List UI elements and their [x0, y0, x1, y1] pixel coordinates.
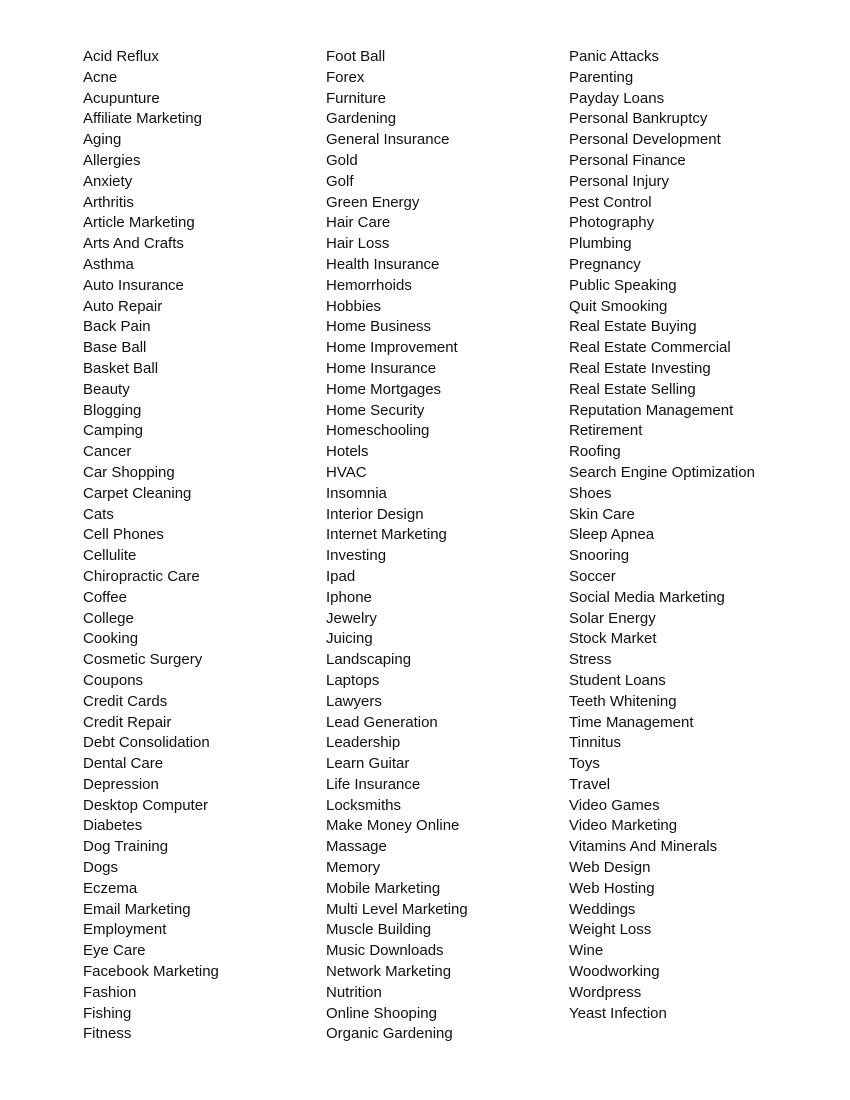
- topic-item: Foot Ball: [326, 48, 386, 65]
- topic-item: Basket Ball: [83, 359, 159, 377]
- topic-item: Furniture: [326, 89, 387, 107]
- topic-item: Investing: [326, 547, 387, 565]
- topic-item: General Insurance: [326, 131, 450, 149]
- topic-item: Make Money Online: [326, 817, 460, 835]
- topic-item: Lead Generation: [326, 713, 438, 731]
- topic-item: Personal Development: [569, 131, 721, 149]
- topic-item: Pregnancy: [569, 255, 641, 273]
- topic-item: Plumbing: [569, 235, 632, 253]
- topic-item: Hobbies: [326, 297, 382, 315]
- topic-item: Real Estate Selling: [569, 380, 696, 398]
- topic-item: Auto Repair: [83, 297, 163, 315]
- topic-item: Internet Marketing: [326, 526, 447, 544]
- topic-item: Photography: [569, 214, 655, 232]
- topic-item: Video Games: [569, 796, 660, 814]
- topic-item: Back Pain: [83, 318, 151, 336]
- topic-item: Cell Phones: [83, 526, 164, 544]
- topic-item: Public Speaking: [569, 276, 677, 294]
- topic-item: Tinnitus: [569, 734, 621, 752]
- topic-item: Jewelry: [326, 609, 377, 627]
- topic-item: Golf: [326, 172, 354, 190]
- topic-column-2: [326, 47, 468, 1045]
- topic-item: Hemorrhoids: [326, 276, 412, 294]
- topic-item: Video Marketing: [569, 817, 678, 835]
- topic-item: Asthma: [83, 255, 134, 273]
- topic-item: Personal Bankruptcy: [569, 110, 708, 128]
- topic-item: Arts And Crafts: [83, 235, 184, 253]
- topic-column-1: [83, 47, 219, 1045]
- topic-item: Roofing: [569, 443, 621, 461]
- topic-item: Credit Repair: [83, 713, 172, 731]
- topic-item: Fishing: [83, 1004, 132, 1022]
- topic-item: Credit Cards: [83, 692, 168, 710]
- topic-item: Web Hosting: [569, 879, 655, 897]
- topic-item: Locksmiths: [326, 796, 402, 814]
- topic-item: Personal Finance: [569, 151, 686, 169]
- topic-item: Weight Loss: [569, 921, 652, 939]
- topic-item: Ipad: [326, 567, 356, 585]
- topic-item: Forex: [326, 68, 365, 86]
- topic-item: Facebook Marketing: [83, 963, 219, 981]
- topic-item: Leadership: [326, 734, 401, 752]
- topic-item: Desktop Computer: [83, 796, 209, 814]
- topic-item: Acne: [83, 68, 118, 86]
- topic-item: Wine: [569, 942, 604, 960]
- topic-item: Shoes: [569, 484, 612, 502]
- topic-item: Fashion: [83, 983, 137, 1001]
- topic-item: Beauty: [83, 380, 130, 398]
- topic-item: Organic Gardening: [326, 1025, 453, 1043]
- topic-item: Real Estate Investing: [569, 359, 711, 377]
- topic-item: Coffee: [83, 588, 127, 606]
- topic-item: Pest Control: [569, 193, 652, 211]
- topic-item: Parenting: [569, 68, 634, 86]
- topic-item: Auto Insurance: [83, 276, 184, 294]
- topic-item: Green Energy: [326, 193, 420, 211]
- topic-column-3: [569, 47, 755, 1024]
- topic-item: Web Design: [569, 859, 651, 877]
- topic-item: Learn Guitar: [326, 755, 410, 773]
- topic-item: Dog Training: [83, 838, 169, 856]
- topic-item: Laptops: [326, 671, 380, 689]
- topic-item: Coupons: [83, 671, 144, 689]
- topic-item: Cooking: [83, 630, 139, 648]
- topic-item: Social Media Marketing: [569, 588, 725, 606]
- topic-item: Acupunture: [83, 89, 160, 107]
- topic-item: Chiropractic Care: [83, 567, 200, 585]
- topic-item: Car Shopping: [83, 463, 175, 481]
- topic-item: Snooring: [569, 547, 630, 565]
- topic-item: Dental Care: [83, 755, 164, 773]
- topic-item: Aging: [83, 131, 122, 149]
- topic-item: Home Security: [326, 401, 425, 419]
- topic-item: Debt Consolidation: [83, 734, 210, 752]
- topic-item: Anxiety: [83, 172, 133, 190]
- topic-item: Payday Loans: [569, 89, 665, 107]
- topic-item: Vitamins And Minerals: [569, 838, 718, 856]
- topic-item: Soccer: [569, 567, 616, 585]
- topic-item: Home Mortgages: [326, 380, 442, 398]
- topic-item: Juicing: [326, 630, 373, 648]
- topic-item: Stress: [569, 651, 612, 669]
- topic-item: Email Marketing: [83, 900, 191, 918]
- topic-item: Muscle Building: [326, 921, 432, 939]
- topic-item: Acid Reflux: [83, 48, 159, 65]
- topic-item: Real Estate Buying: [569, 318, 697, 336]
- topic-item: Health Insurance: [326, 255, 440, 273]
- topic-item: Insomnia: [326, 484, 387, 502]
- topic-item: Blogging: [83, 401, 142, 419]
- topic-item: Student Loans: [569, 671, 666, 689]
- topic-item: Sleep Apnea: [569, 526, 655, 544]
- topic-item: Woodworking: [569, 963, 660, 981]
- topic-item: Affiliate Marketing: [83, 110, 202, 128]
- topic-item: Panic Attacks: [569, 48, 660, 65]
- topic-item: Base Ball: [83, 339, 147, 357]
- topic-item: Stock Market: [569, 630, 657, 648]
- topic-item: Solar Energy: [569, 609, 656, 627]
- topic-item: Depression: [83, 775, 159, 793]
- topic-item: Real Estate Commercial: [569, 339, 731, 357]
- topic-item: Interior Design: [326, 505, 424, 523]
- topic-item: Search Engine Optimization: [569, 463, 755, 481]
- topic-item: Retirement: [569, 422, 643, 440]
- topic-item: Diabetes: [83, 817, 143, 835]
- topic-item: Gold: [326, 151, 358, 169]
- topic-item: Landscaping: [326, 651, 412, 669]
- topic-item: Wordpress: [569, 983, 642, 1001]
- topic-item: Yeast Infection: [569, 1004, 667, 1022]
- topic-item: Memory: [326, 859, 381, 877]
- topic-item: Hair Loss: [326, 235, 390, 253]
- topic-item: Time Management: [569, 713, 694, 731]
- topic-item: Travel: [569, 775, 611, 793]
- topic-item: Gardening: [326, 110, 397, 128]
- topic-item: Multi Level Marketing: [326, 900, 468, 918]
- topic-item: Lawyers: [326, 692, 382, 710]
- topic-item: Life Insurance: [326, 775, 421, 793]
- topic-item: Massage: [326, 838, 387, 856]
- topic-item: Article Marketing: [83, 214, 195, 232]
- topic-item: Quit Smooking: [569, 297, 668, 315]
- topic-item: Camping: [83, 422, 144, 440]
- topic-item: Cats: [83, 505, 114, 523]
- topic-item: Teeth Whitening: [569, 692, 677, 710]
- topic-item: Cellulite: [83, 547, 137, 565]
- topic-item: Skin Care: [569, 505, 635, 523]
- topic-item: Toys: [569, 755, 600, 773]
- topic-item: Cosmetic Surgery: [83, 651, 203, 669]
- topic-item: Iphone: [326, 588, 372, 606]
- topic-item: Hotels: [326, 443, 369, 461]
- topic-item: Reputation Management: [569, 401, 734, 419]
- topic-item: Home Insurance: [326, 359, 437, 377]
- topic-item: Eye Care: [83, 942, 146, 960]
- topic-item: Music Downloads: [326, 942, 444, 960]
- topic-item: Homeschooling: [326, 422, 430, 440]
- topic-item: Home Improvement: [326, 339, 458, 357]
- topic-item: Network Marketing: [326, 963, 452, 981]
- topic-item: Personal Injury: [569, 172, 670, 190]
- topic-item: Dogs: [83, 859, 119, 877]
- topic-item: Carpet Cleaning: [83, 484, 192, 502]
- topic-item: Hair Care: [326, 214, 391, 232]
- topic-item: Online Shooping: [326, 1004, 437, 1022]
- topic-item: HVAC: [326, 463, 367, 481]
- topic-item: Employment: [83, 921, 167, 939]
- topic-item: Eczema: [83, 879, 138, 897]
- topic-item: Weddings: [569, 900, 636, 918]
- topic-item: College: [83, 609, 134, 627]
- topic-item: Fitness: [83, 1025, 132, 1043]
- topic-item: Arthritis: [83, 193, 134, 211]
- topic-item: Cancer: [83, 443, 132, 461]
- topic-item: Allergies: [83, 151, 141, 169]
- topic-item: Mobile Marketing: [326, 879, 441, 897]
- topic-item: Home Business: [326, 318, 432, 336]
- topic-item: Nutrition: [326, 983, 382, 1001]
